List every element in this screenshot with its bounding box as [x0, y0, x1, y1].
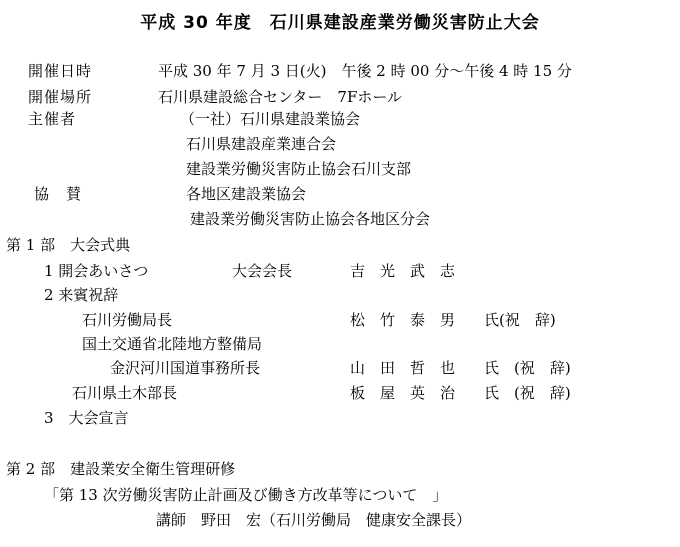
guest-speech-label: 2 来賓祝辞 — [44, 286, 119, 304]
guest-name: 山 田 哲 也 — [350, 359, 456, 377]
organizer-item: 石川県建設産業連合会 — [186, 135, 337, 153]
organizer-item: （一社）石川県建設業協会 — [180, 110, 361, 128]
supporter-item: 建設業労働災害防止協会各地区分会 — [190, 210, 431, 228]
guest-name: 板 屋 英 治 — [350, 384, 456, 402]
guest-name: 松 竹 泰 男 — [350, 311, 456, 329]
lecturer: 講師 野田 宏（石川労働局 健康安全課長） — [156, 511, 472, 529]
opening-address-label: 1 開会あいさつ — [44, 262, 149, 280]
organizer-label: 主催者 — [28, 110, 77, 128]
guest-role: 金沢河川国道事務所長 — [110, 359, 261, 377]
date-label: 開催日時 — [28, 62, 93, 80]
guest-role: 石川県土木部長 — [72, 384, 178, 402]
declaration-label: 3 大会宣言 — [44, 409, 129, 427]
part2-heading: 第 2 部 建設業安全衛生管理研修 — [6, 460, 236, 478]
guest-role: 石川労働局長 — [82, 311, 173, 329]
opening-address-name: 吉 光 武 志 — [350, 262, 456, 280]
opening-address-role: 大会会長 — [232, 262, 293, 280]
venue-value: 石川県建設総合センター 7Fホール — [158, 88, 403, 106]
part1-heading: 第 1 部 大会式典 — [6, 236, 131, 254]
guest-suffix: 氏(祝 辞) — [484, 311, 556, 329]
support-label: 協 賛 — [34, 185, 83, 203]
guest-suffix: 氏 (祝 辞) — [484, 384, 571, 402]
guest-suffix: 氏 (祝 辞) — [484, 359, 571, 377]
page-title: 平成 30 年度 石川県建設産業労働災害防止大会 — [140, 13, 540, 33]
venue-label: 開催場所 — [28, 88, 93, 106]
date-value: 平成 30 年 7 月 3 日(火) 午後 2 時 00 分～午後 4 時 15 分 — [158, 62, 572, 80]
organizer-item: 建設業労働災害防止協会石川支部 — [186, 160, 412, 178]
guest-role: 国土交通省北陸地方整備局 — [82, 335, 263, 353]
training-topic: 「第 13 次労働災害防止計画及び働き方改革等について 」 — [44, 486, 448, 504]
supporter-item: 各地区建設業協会 — [186, 185, 307, 203]
